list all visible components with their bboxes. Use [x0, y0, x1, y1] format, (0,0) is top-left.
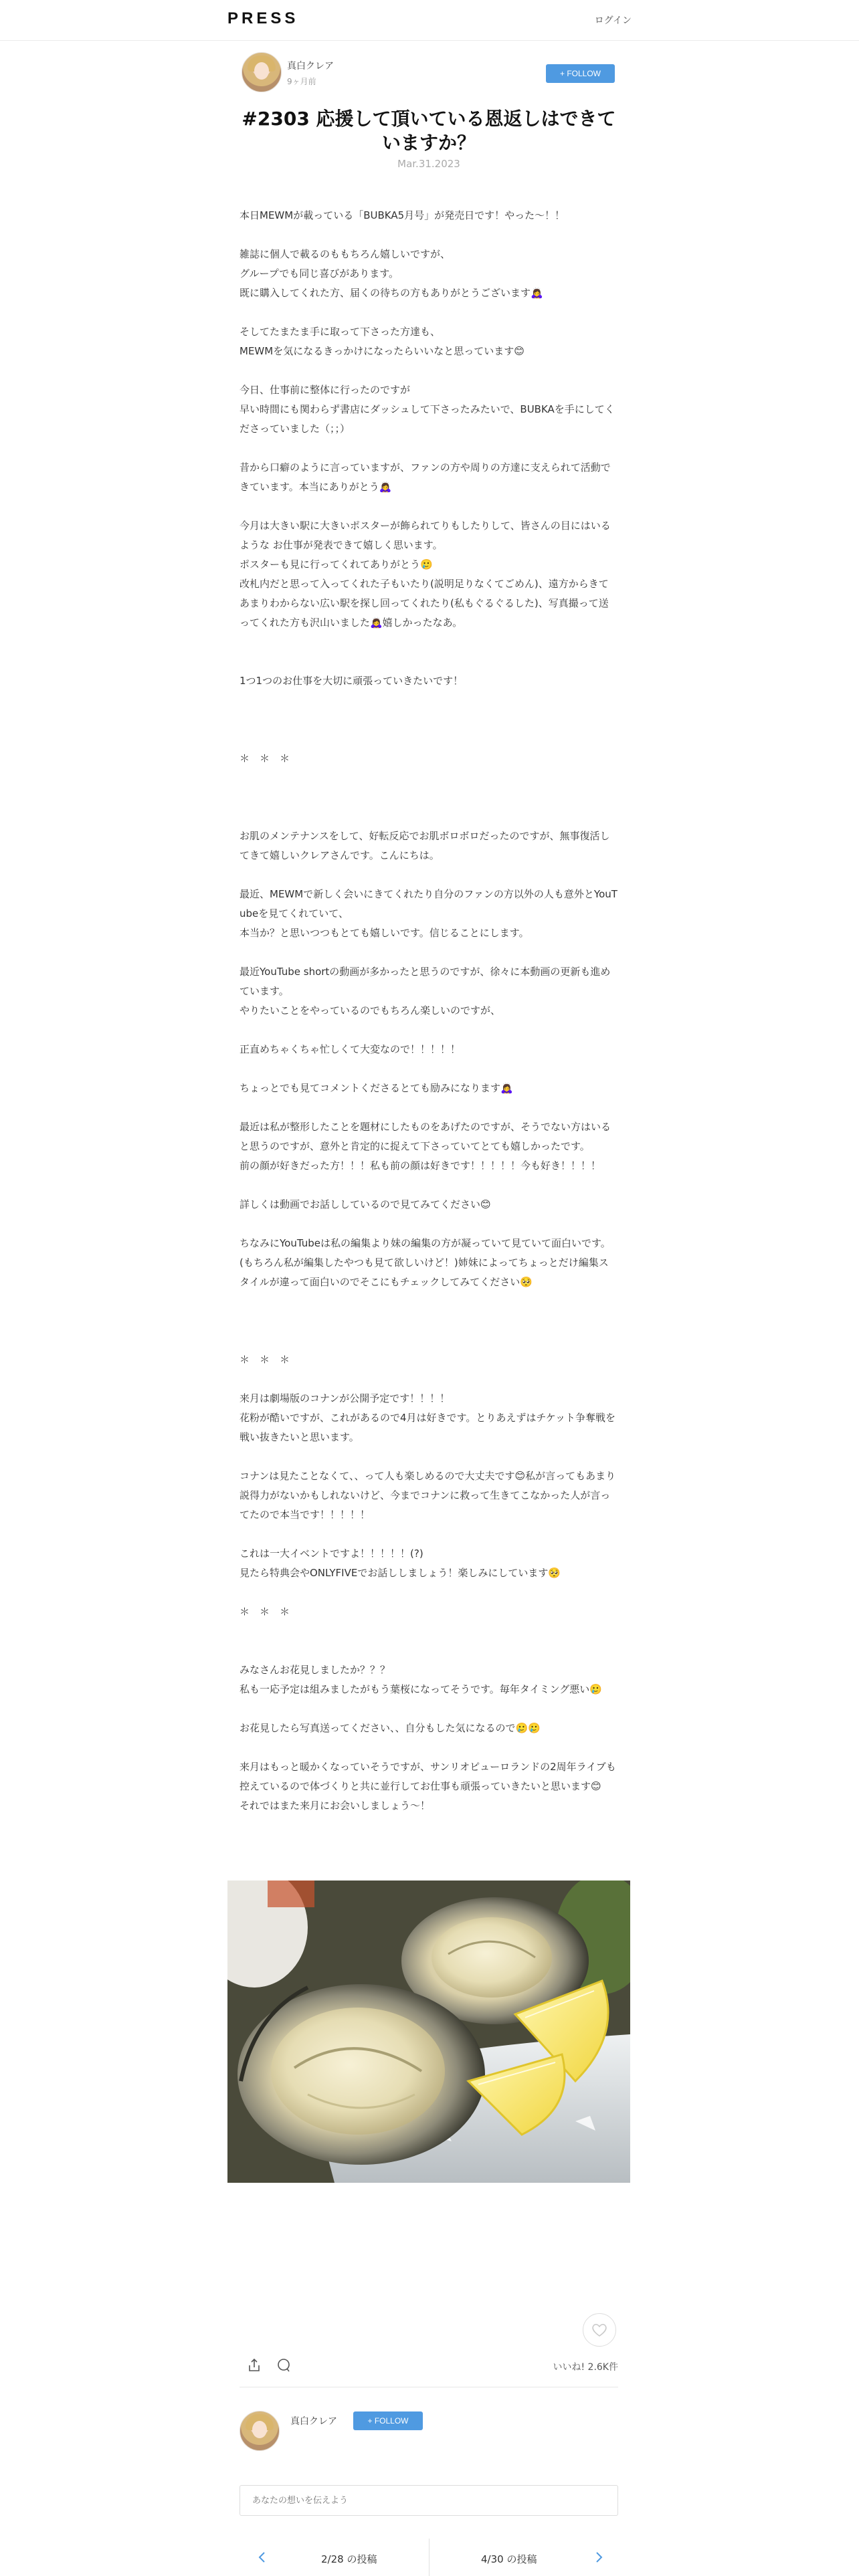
article-title: #2303 応援して頂いている恩返しはできていますか？ — [242, 108, 616, 154]
prev-post-link[interactable] — [240, 2539, 429, 2576]
comment-icon[interactable] — [276, 2357, 292, 2373]
heart-icon — [583, 2314, 615, 2346]
oyster-photo — [227, 1881, 630, 2183]
actions-row — [240, 2356, 618, 2376]
footer-author-name[interactable]: 真白クレア — [290, 2416, 337, 2427]
article-body: 本日MEWMが載っている「BUBKA5月号」が発売日です！やった〜！！ 雑誌に個人で載るのももちろん嬉しいですが、 グループでも同じ喜びがあります。 既に購入してくれた方、届くの待ちの方もありがとうございます🙇‍♀️ そしてたまたま手に取って下さった方達も、 MEWMを気になるきっかけになったらいいなと思っています😊 今日、仕事前に整体に行ったのですが 早い時間にも関わらず書店にダッシュして下さったみたいで、BUBKAを手にしてくださっていました（；；） 昔から口癖のように言っていますが、ファンの方や周りの方達に支えられて活動できています。本当にありがとう🙇‍♀️ 今月は大きい駅に大きいポスターが飾られてりもしたりして、皆さんの目にはいるような お仕事が発表できて嬉しく思います。 ポスターも見に行ってくれてありがとう🥲 改札内だと思って入ってくれた子もいたり(説明足りなくてごめん)、遠方からきてあまりわからない広い駅を探し回ってくれたり(私もぐるぐるした)、写真撮って送ってくれた方も沢山いました🙇‍♀️嬉しかったなあ。 1つ1つのお仕事を大切に頑張っていきたいです！ ＊ ＊ ＊ お肌のメンテナンスをして、好転反応でお肌ボロボロだったのですが、無事復活してきて嬉しいクレアさんです。こんにちは。 最近、MEWMで新しく会いにきてくれたり自分のファンの方以外の人も意外とYouTubeを見てくれていて、 本当か？と思いつつもとても嬉しいです。信じることにします。 最近YouTube shortの動画が多かったと思うのですが、徐々に本動画の更新も進めています。 やりたいことをやっているのでもちろん楽しいのですが、 正直めちゃくちゃ忙しくて大変なので！！！！！ ちょっとでも見てコメントくださるとても励みになります🙇‍♀️ 最近は私が整形したことを題材にしたものをあげたのですが、そうでない方はいると思うのですが、意外と肯定的に捉えて下さっていてとても嬉しかったです。 前の顔が好きだった方！！！私も前の顔は好きです！！！！！今も好き！！！！ 詳しくは動画でお話ししているので見てみてください😊 ちなみにYouTubeは私の編集より妹の編集の方が凝っていて見ていて面白いです。(もちろん私が編集したやつも見て欲しいけど！)姉妹によってちょっとだけ編集スタイルが違って面白いのでそこにもチェックしてみてください🥺 ＊ ＊ ＊ 来月は劇場版のコナンが公開予定です！！！！ 花粉が酷いですが、これがあるので4月は好きです。とりあえずはチケット争奪戦を戦い抜きたいと思います。 コナンは見たことなくて、、って人も楽しめるので大丈夫です😊私が言ってもあまり説得力がないかもしれないけど、今までコナンに救って生きてこなかった人が言ってたので本当です！！！！！ これは一大イベントですよ！！！！！(?) 見たら特典会やONLYFIVEでお話ししましょう！楽しみにしています🥺 ＊ ＊ ＊ みなさんお花見しましたか？？？ 私も一応予定は組みましたがもう葉桜になってそうです。毎年タイミング悪い🥲 お花見したら写真送ってください、、自分もした気になるので🥲🥲 来月はもっと暖かくなっていそうですが、サンリオピューロランドの2周年ライブも控えているので体づくりと共に並行してお仕事も頑張っていきたいと思います😊 それではまた来月にお会いしましょう〜！ — [240, 209, 617, 1812]
next-post-link[interactable] — [430, 2539, 619, 2576]
like-button[interactable] — [583, 2313, 616, 2347]
follow-button[interactable]: + FOLLOW — [546, 64, 615, 83]
login-link[interactable]: ログイン — [594, 15, 632, 26]
share-icon[interactable] — [246, 2357, 262, 2373]
avatar-face — [252, 2421, 267, 2438]
author-avatar[interactable] — [242, 52, 282, 92]
chevron-right-icon — [593, 2551, 604, 2564]
footer-author-avatar[interactable] — [240, 2411, 280, 2451]
next-post-label: 4/30 の投稿 — [481, 2553, 537, 2565]
author-name[interactable]: 真白クレア — [287, 61, 334, 72]
chevron-left-icon — [257, 2551, 268, 2564]
comment-input[interactable] — [240, 2485, 618, 2516]
oyster-photo-drawing — [227, 1881, 630, 2183]
post-time-ago: 9ヶ月前 — [287, 77, 316, 86]
post-pager — [240, 2539, 618, 2576]
article-date: Mar.31.2023 — [397, 158, 460, 170]
top-nav-bar — [0, 0, 859, 41]
like-count: いいね! 2.6K件 — [553, 2362, 618, 2373]
prev-post-label: 2/28 の投稿 — [321, 2553, 377, 2565]
avatar-face — [254, 62, 269, 80]
site-logo[interactable]: PRESS — [227, 9, 299, 27]
footer-follow-button[interactable]: + FOLLOW — [353, 2411, 423, 2430]
